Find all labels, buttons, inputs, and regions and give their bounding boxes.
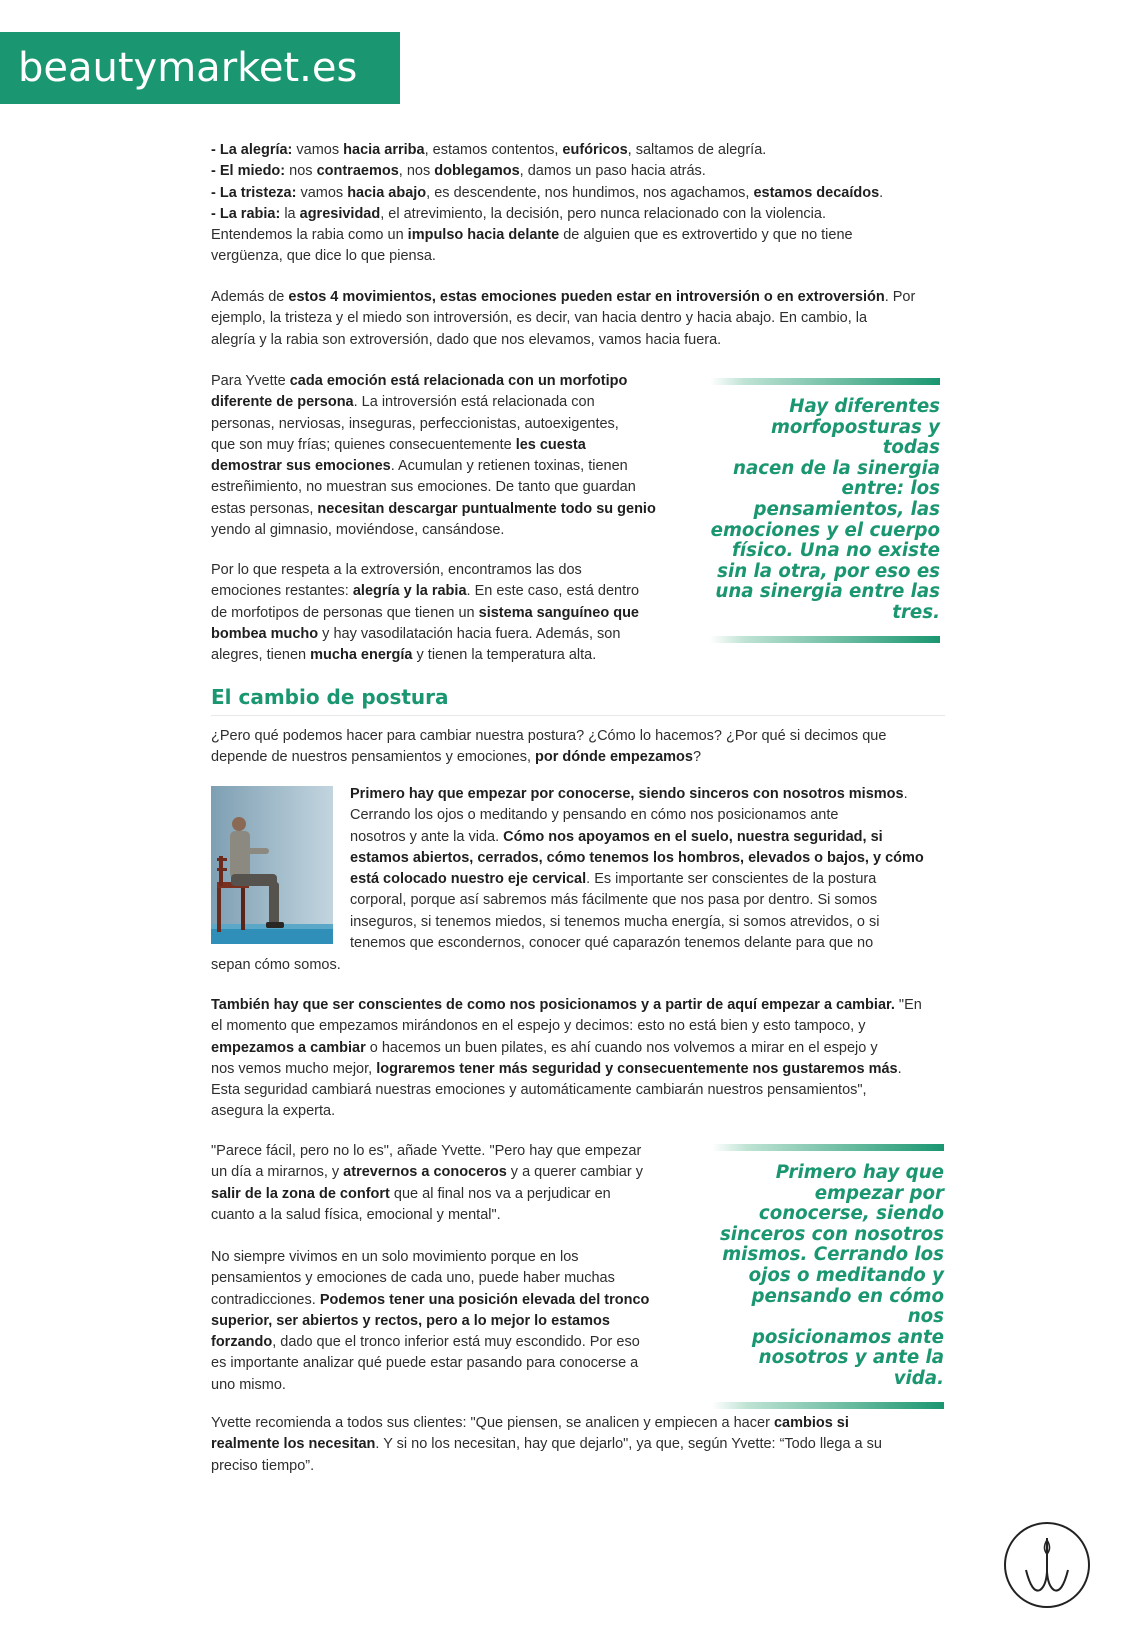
text-run: de alguien que es extrovertido y que no tiene (559, 227, 853, 244)
bold-text: diferente de persona (211, 394, 354, 411)
text-run: . (879, 184, 884, 201)
text-run: , es descendente, nos hundimos, nos agachamos, (426, 184, 754, 201)
text-run: la (280, 205, 300, 222)
pull-quote-line: empezar por (814, 1182, 944, 1204)
text-run: o hacemos un buen pilates, es ahí cuando nos volvemos a mirar en el espejo y (365, 1039, 878, 1056)
bold-text: hacia abajo (347, 184, 427, 201)
paragraph-movements (211, 287, 946, 351)
bold-text: cambios si (773, 1415, 849, 1431)
pull-quote-line: morfoposturas y todas (770, 416, 940, 459)
pull-quote-line: Hay diferentes (789, 396, 940, 417)
text-run: el momento que empezamos mirándonos en el espejo y decimos: esto no está bien y esto tampoco, y (211, 1018, 866, 1035)
pull-quote-text (712, 1163, 944, 1390)
brand-logo[interactable]: beautymarket.es (0, 32, 400, 104)
text-run: No siempre vivimos en un solo movimiento porque en los (211, 1249, 579, 1265)
text-run: yendo al gimnasio, moviéndose, cansándose. (211, 522, 505, 539)
bold-text: Podemos tener una posición elevada del tronco (319, 1291, 650, 1308)
bold-text: empezamos a cambiar (211, 1039, 366, 1056)
bold-text: les cuesta (515, 436, 586, 453)
text-run: Cerrando los ojos o meditando y pensando en cómo nos posicionamos ante (350, 807, 839, 824)
bold-text: - La tristeza: (211, 184, 297, 201)
text-run: . Y si no los necesitan, hay que dejarlo", ya que, según Yvette: “Todo llega a su (375, 1436, 882, 1453)
pull-quote-sinergia (710, 378, 940, 643)
paragraph-emotions (211, 140, 946, 268)
bold-text: alegría y la rabia (352, 583, 467, 600)
text-run: Además de (211, 289, 289, 305)
text-run: contradicciones. (211, 1291, 320, 1308)
paragraph-conocerse-end: sepan cómo somos. (211, 957, 341, 973)
pull-quote-line: nosotros y ante la vida. (758, 1347, 944, 1389)
pull-quote-line: conocerse, siendo (758, 1203, 944, 1225)
text-run: nosotros y ante la vida. (350, 828, 504, 845)
text-run: emociones restantes: (211, 583, 353, 600)
bold-text: hacia arriba (343, 142, 425, 158)
bold-text: estos 4 movimientos, estas emociones pueden estar en introversión o en extroversión (288, 289, 885, 305)
text-run: preciso tiempo”. (211, 1457, 315, 1474)
bold-text: atrevernos a conoceros (343, 1164, 507, 1181)
circle-w-monogram-icon[interactable] (1002, 1520, 1092, 1610)
text-run: depende de nuestros pensamientos y emociones, (211, 749, 536, 766)
bold-text: eufóricos (562, 142, 628, 158)
pull-quote-top-bar (712, 1144, 944, 1151)
text-run: Esta seguridad cambiará nuestras emociones y automáticamente cambiarán nuestros pensamientos", (211, 1082, 867, 1099)
pull-quote-line: una sinergia entre las (715, 581, 940, 603)
bold-text: sistema sanguíneo que (478, 604, 639, 621)
text-run: . (903, 786, 908, 802)
bold-text: Cómo nos apoyamos en el suelo, nuestra seguridad, si (503, 828, 883, 845)
pull-quote-bottom-bar (712, 1402, 944, 1409)
text-run: nos vemos mucho mejor, (211, 1060, 377, 1077)
text-run: uno mismo. (211, 1376, 286, 1393)
text-run: . Acumulan y retienen toxinas, tienen (390, 458, 628, 475)
paragraph-introversion (211, 371, 681, 541)
pull-quote-line: físico. Una no existe (732, 540, 940, 562)
pull-quote-line: nacen de la sinergia (733, 457, 940, 479)
paragraph-conocerse (350, 784, 950, 954)
bold-text: estamos decaídos (753, 184, 880, 201)
text-run: . Es importante ser conscientes de la postura (586, 871, 877, 888)
pull-quote-line: mismos. Cerrando los (722, 1244, 944, 1266)
text-run: que son muy frías; quienes consecuentemente (211, 436, 516, 453)
text-run: Por lo que respeta a la extroversión, encontramos las dos (211, 562, 582, 578)
text-run: y hay vasodilatación hacia fuera. Además, son (318, 625, 621, 642)
pull-quote-line: posicionamos ante (751, 1326, 944, 1348)
bold-text: agresividad (299, 205, 381, 222)
pull-quote-line: sinceros con nosotros (719, 1223, 944, 1245)
pull-quote-text (710, 397, 940, 624)
bold-text: impulso hacia delante (407, 227, 560, 244)
pull-quote-line: sin la otra, por eso es (717, 560, 940, 582)
text-run: , damos un paso hacia atrás. (519, 163, 706, 180)
paragraph-recomienda (211, 1413, 956, 1477)
text-run: . La introversión está relacionada con (353, 394, 595, 411)
text-run: "En (894, 997, 922, 1013)
pull-quote-line: entre: los (841, 478, 940, 500)
pull-quote-line: emociones y el cuerpo (710, 519, 940, 541)
text-run: cuanto a la salud física, emocional y mental". (211, 1206, 501, 1223)
text-run: corporal, porque así sabremos más fácilmente que nos pasa por dentro. Si somos (350, 892, 878, 909)
text-run: estreñimiento, no muestran sus emociones. De tanto que guardan (211, 479, 636, 496)
bold-text: está colocado nuestro eje cervical (350, 871, 587, 888)
paragraph-contradicciones (211, 1247, 691, 1396)
text-run: . En este caso, está dentro (466, 583, 640, 600)
text-run: y a querer cambiar y (506, 1164, 643, 1181)
section-heading: El cambio de postura (211, 685, 945, 716)
bold-text: mucha energía (310, 647, 413, 664)
text-run: . Por (884, 289, 916, 305)
text-run: ejemplo, la tristeza y el miedo son introversión, es decir, van hacia dentro y hacia abajo. En cambio, la (211, 310, 868, 327)
bold-text: por dónde empezamos (535, 749, 693, 766)
bold-text: bombea mucho (211, 625, 319, 642)
bold-text: estamos abiertos, cerrados, cómo tenemos los hombros, elevados o bajos, y cómo (350, 849, 924, 866)
text-run: . (897, 1060, 902, 1077)
text-run: ¿Pero qué podemos hacer para cambiar nuestra postura? ¿Cómo lo hacemos? ¿Por qué si decimos que (211, 728, 887, 744)
text-run: asegura la experta. (211, 1103, 336, 1120)
pull-quote-line: pensamientos, las (753, 498, 940, 520)
bold-text: - El miedo: (211, 163, 286, 180)
bold-text: necesitan descargar puntualmente todo su genio (317, 500, 656, 517)
paragraph-extroversion (211, 560, 681, 666)
pull-quote-bottom-bar (710, 636, 940, 643)
text-run: un día a mirarnos, y (211, 1164, 344, 1181)
text-run: , nos (398, 163, 435, 180)
bold-text: forzando (211, 1334, 273, 1351)
text-run: , el atrevimiento, la decisión, pero nunca relacionado con la violencia. (380, 205, 826, 222)
pull-quote-top-bar (710, 378, 940, 385)
text-run: tenemos que escondernos, conocer qué caparazón tenemos delante para que no (350, 935, 874, 952)
text-run: ? (692, 749, 702, 766)
text-run: personas, nerviosas, inseguras, perfeccionistas, autoexigentes, (211, 415, 619, 432)
bold-text: contraemos (316, 163, 399, 180)
text-run: , estamos contentos, (424, 142, 563, 158)
seated-man-photo (211, 786, 333, 944)
text-run: , saltamos de alegría. (627, 142, 767, 158)
bold-text: realmente los necesitan (211, 1436, 376, 1453)
bold-text: salir de la zona de confort (211, 1185, 390, 1202)
text-run: , dado que el tronco inferior está muy escondido. Por eso (272, 1334, 640, 1351)
text-run: vamos (292, 142, 344, 158)
pull-quote-line: tres. (892, 601, 940, 623)
bold-text: cada emoción está relacionada con un morfotipo (289, 373, 628, 389)
text-run: y tienen la temperatura alta. (412, 647, 597, 664)
text-run: Entendemos la rabia como un (211, 227, 408, 244)
paragraph-conscientes (211, 995, 956, 1123)
paragraph-parece-facil (211, 1141, 691, 1226)
bold-text: - La rabia: (211, 205, 281, 222)
bold-text: - La alegría: (211, 142, 293, 158)
text-run: Yvette recomienda a todos sus clientes: "Que piensen, se analicen y empiecen a hacer (211, 1415, 774, 1431)
paragraph-questions (211, 726, 946, 769)
bold-text: superior, ser abiertos y rectos, pero a lo mejor lo estamos (211, 1312, 610, 1329)
text-run: estas personas, (211, 500, 318, 517)
text-run: vergüenza, que dice lo que piensa. (211, 248, 436, 265)
text-run: inseguros, si tenemos miedos, si tenemos mucha energía, si somos atrevidos, o si (350, 913, 880, 930)
bold-text: demostrar sus emociones (211, 458, 391, 475)
text-run: Para Yvette (211, 373, 290, 389)
text-run: alegría y la rabia son extroversión, dado que nos elevamos, vamos hacia fuera. (211, 331, 722, 348)
text-run: vamos (296, 184, 348, 201)
text-run: es importante analizar qué puede estar pasando para conocerse a (211, 1355, 639, 1372)
pull-quote-line: pensando en cómo nos (751, 1285, 944, 1328)
text-run: nos (285, 163, 317, 180)
text-run: "Parece fácil, pero no lo es", añade Yvette. "Pero hay que empezar (211, 1143, 642, 1159)
text-run: alegres, tienen (211, 647, 311, 664)
pull-quote-line: Primero hay que (775, 1162, 944, 1183)
text-run: que al final nos va a perjudicar en (389, 1185, 611, 1202)
bold-text: doblegamos (434, 163, 520, 180)
bold-text: También hay que ser conscientes de como nos posicionamos y a partir de aquí empezar a cambiar. (211, 997, 895, 1013)
bold-text: lograremos tener más seguridad y consecuentemente nos gustaremos más (376, 1060, 898, 1077)
text-run: de morfotipos de personas que tienen un (211, 604, 479, 621)
pull-quote-conocerse (712, 1144, 944, 1409)
text-run: pensamientos y emociones de cada uno, puede haber muchas (211, 1270, 615, 1287)
bold-text: Primero hay que empezar por conocerse, siendo sinceros con nosotros mismos (350, 786, 904, 802)
pull-quote-line: ojos o meditando y (748, 1264, 944, 1286)
